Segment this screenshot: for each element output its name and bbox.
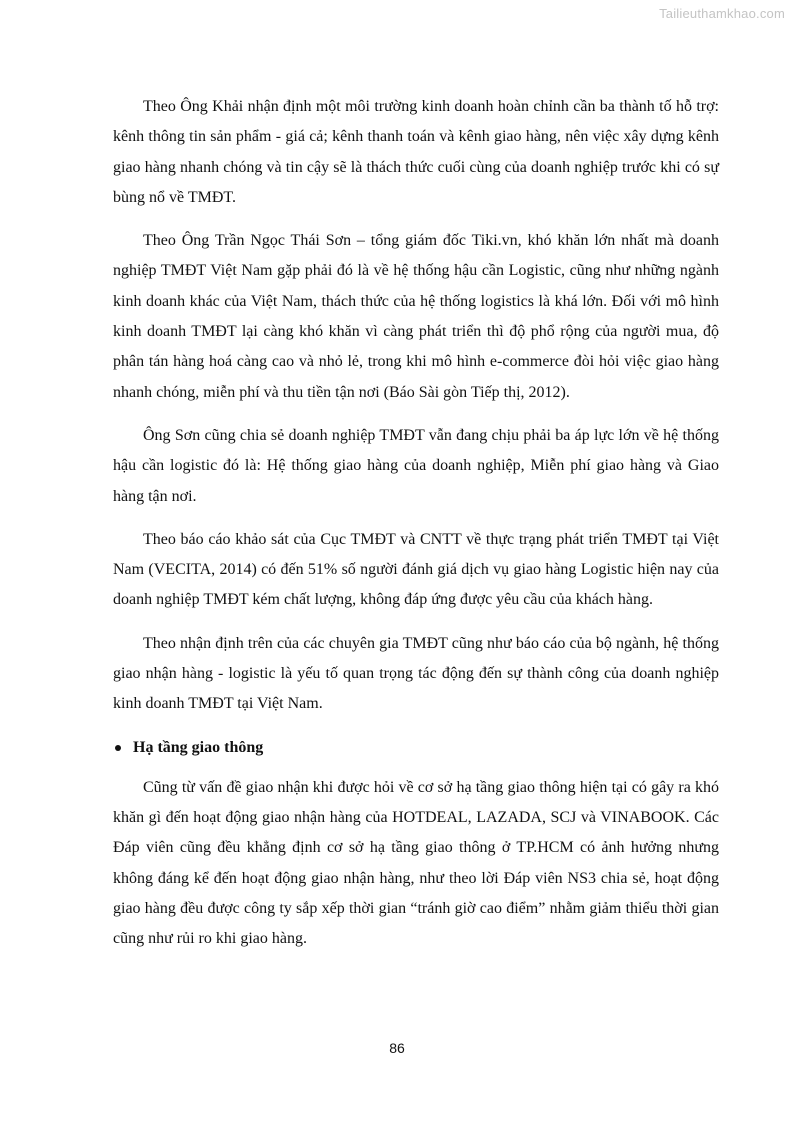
bullet-icon xyxy=(115,745,121,751)
section-paragraph: Cũng từ vấn đề giao nhận khi được hỏi về cơ sở hạ tầng giao thông hiện tại có gây ra khó khăn gì đến hoạt động giao nhận hàng của HOTDEAL, LAZADA, SCJ và VINABOOK. Các Đáp viên cũng đều khẳng định cơ sở hạ tầng giao thông ở TP.HCM có ảnh hưởng nhưng không đáng kể đến hoạt động giao nhận hàng, như theo lời Đáp viên NS3 chia sẻ, hoạt động giao hàng đều được công ty sắp xếp thời gian “tránh giờ cao điểm” nhằm giảm thiểu thời gian cũng như rủi ro khi giao hàng. xyxy=(113,778,719,948)
paragraph-2: Theo Ông Trần Ngọc Thái Sơn – tổng giám đốc Tiki.vn, khó khăn lớn nhất mà doanh nghiệp TMĐT Việt Nam gặp phải đó là về hệ thống hậu cần Logistic, cũng như những ngành kinh doanh khác của Việt Nam, thách thức của hệ thống logistics là khá lớn. Đối với mô hình kinh doanh TMĐT lại càng khó khăn vì càng phát triển thì độ phổ rộng của người mua, độ phân tán hàng hoá càng cao và nhỏ lẻ, trong khi mô hình e-commerce đòi hỏi việc giao hàng nhanh chóng, miễn phí và thu tiền tận nơi (Báo Sài gòn Tiếp thị, 2012). xyxy=(113,232,719,401)
paragraph-3: Ông Sơn cũng chia sẻ doanh nghiệp TMĐT vẫn đang chịu phải ba áp lực lớn về hệ thống hậu cần logistic đó là: Hệ thống giao hàng của doanh nghiệp, Miễn phí giao hàng và Giao hàng tận nơi. xyxy=(113,426,719,505)
watermark: Tailieuthamkhao.com xyxy=(659,6,785,21)
paragraph-1: Theo Ông Khải nhận định một môi trường kinh doanh hoàn chỉnh cần ba thành tố hỗ trợ: kênh thông tin sản phẩm - giá cả; kênh thanh toán và kênh giao hàng, nên việc xây dựng kênh giao hàng nhanh chóng và tin cậy sẽ là thách thức cuối cùng của doanh nghiệp trước khi có sự bùng nổ về TMĐT. xyxy=(113,98,719,206)
paragraph-4: Theo báo cáo khảo sát của Cục TMĐT và CNTT về thực trạng phát triển TMĐT tại Việt Nam (VECITA, 2014) có đến 51% số người đánh giá dịch vụ giao hàng Logistic hiện nay của doanh nghiệp TMĐT kém chất lượng, không đáp ứng được yêu cầu của khách hàng. xyxy=(113,530,719,609)
section-heading xyxy=(113,733,719,763)
page-number: 86 xyxy=(389,1040,405,1056)
section-heading-text: Hạ tầng giao thông xyxy=(133,738,264,756)
paragraph-5: Theo nhận định trên của các chuyên gia TMĐT cũng như báo cáo của bộ ngành, hệ thống giao nhận hàng - logistic là yếu tố quan trọng tác động đến sự thành công của doanh nghiệp kinh doanh TMĐT tại Việt Nam. xyxy=(113,634,719,713)
page-body xyxy=(113,92,719,967)
